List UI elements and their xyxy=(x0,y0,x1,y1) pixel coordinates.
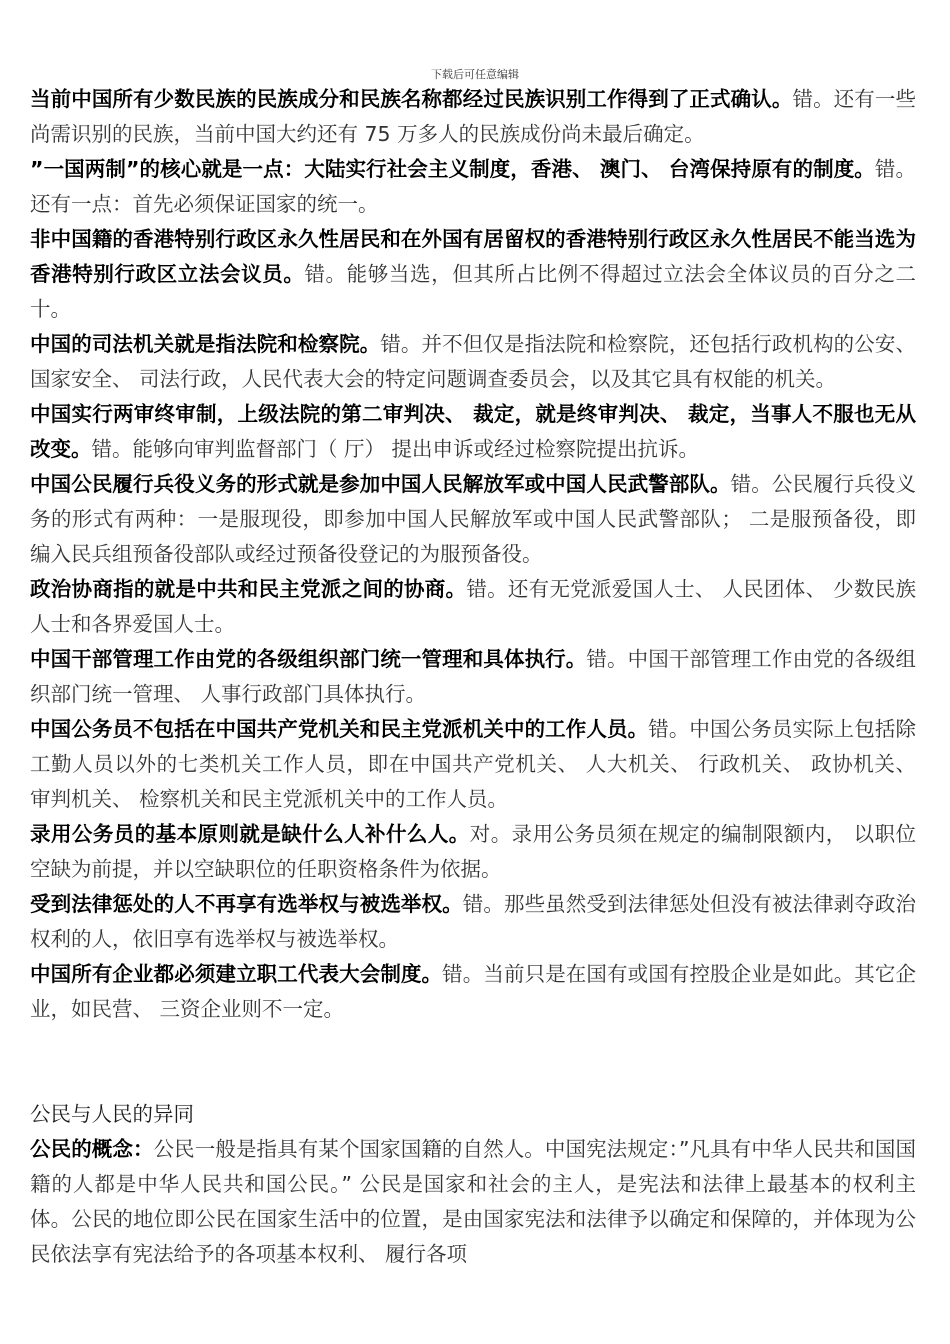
qa-item-10 xyxy=(30,817,916,887)
section-label: 公民的概念： xyxy=(30,1137,154,1161)
answer-text: 错。还有无党派爱国人士、 人民团体、 少数民族人士和各界爱国人士。 xyxy=(30,577,916,636)
answer-text: 错。当前只是在国有或国有控股企业是如此。其它企业，如民营、 三资企业则不一定。 xyxy=(30,962,917,1021)
question-text: 中国实行两审终审制，上级法院的第二审判决、 裁定，就是终审判决、 裁定，当事人不服也无从改变。 xyxy=(30,402,916,461)
answer-text: 错。中国公务员实际上包括除工勤人员以外的七类机关工作人员，即在中国共产党机关、 人大机关、 行政机关、 政协机关、 审判机关、 检察机关和民主党派机关中的工作人员。 xyxy=(30,717,917,811)
qa-item-4 xyxy=(30,327,916,397)
section-spacer xyxy=(30,1027,916,1097)
section-paragraph xyxy=(30,1132,916,1272)
question-text: 中国所有企业都必须建立职工代表大会制度。 xyxy=(30,962,443,986)
question-text: ”一国两制”的核心就是一点：大陆实行社会主义制度，香港、 澳门、 台湾保持原有的制度。 xyxy=(30,157,875,181)
qa-item-5 xyxy=(30,397,916,467)
answer-text: 错。能够当选，但其所占比例不得超过立法会全体议员的百分之二十。 xyxy=(30,262,917,321)
answer-text: 错。中国干部管理工作由党的各级组织部门统一管理、 人事行政部门具体执行。 xyxy=(30,647,917,706)
qa-item-1 xyxy=(30,82,916,152)
question-text: 中国公民履行兵役义务的形式就是参加中国人民解放军或中国人民武警部队。 xyxy=(30,472,731,496)
document-body xyxy=(30,82,916,1272)
header-note: 下载后可任意编辑 xyxy=(431,68,519,81)
answer-text: 对。录用公务员须在规定的编制限额内， 以职位空缺为前提，并以空缺职位的任职资格条件为依据。 xyxy=(30,822,917,881)
answer-text: 错。还有一些尚需识别的民族，当前中国大约还有 75 万多人的民族成份尚未最后确定。 xyxy=(30,87,917,146)
qa-item-11 xyxy=(30,887,916,957)
qa-item-8 xyxy=(30,642,916,712)
qa-item-6 xyxy=(30,467,916,572)
qa-item-7 xyxy=(30,572,916,642)
qa-item-2 xyxy=(30,152,916,222)
answer-text: 错。公民履行兵役义务的形式有两种：一是服现役，即参加中国人民解放军或中国人民武警部队； 二是服预备役，即编入民兵组预备役部队或经过预备役登记的为服预备役。 xyxy=(30,472,916,566)
question-text: 中国公务员不包括在中国共产党机关和民主党派机关中的工作人员。 xyxy=(30,717,649,741)
answer-text: 错。并不但仅是指法院和检察院，还包括行政机构的公安、 国家安全、 司法行政，人民代表大会的特定问题调查委员会，以及其它具有权能的机关。 xyxy=(30,332,917,391)
answer-text: 错。那些虽然受到法律惩处但没有被法律剥夺政治权利的人，依旧享有选举权与被选举权。 xyxy=(30,892,916,951)
question-text: 中国干部管理工作由党的各级组织部门统一管理和具体执行。 xyxy=(30,647,587,671)
question-text: 当前中国所有少数民族的民族成分和民族名称都经过民族识别工作得到了正式确认。 xyxy=(30,87,793,111)
question-text: 受到法律惩处的人不再享有选举权与被选举权。 xyxy=(30,892,463,916)
qa-item-3 xyxy=(30,222,916,327)
question-text: 政治协商指的就是中共和民主党派之间的协商。 xyxy=(30,577,467,601)
question-text: 录用公务员的基本原则就是缺什么人补什么人。 xyxy=(30,822,470,846)
qa-item-9 xyxy=(30,712,916,817)
section-title: 公民与人民的异同 xyxy=(30,1102,194,1126)
question-text: 中国的司法机关就是指法院和检察院。 xyxy=(30,332,381,356)
answer-text: 错。还有一点：首先必须保证国家的统一。 xyxy=(30,157,917,216)
answer-text: 错。能够向审判监督部门（ 厅） 提出申诉或经过检察院提出抗诉。 xyxy=(91,437,700,461)
qa-item-12 xyxy=(30,957,916,1027)
section-body: 公民一般是指具有某个国家国籍的自然人。中国宪法规定：”凡具有中华人民共和国国籍的人都是中华人民共和国公民。” 公民是国家和社会的主人，是宪法和法律上最基本的权利主体。公民的地位即公民在国家生活中的位置，是由国家宪法和法律予以确定和保障的，并体现为公民依法享有宪法给予的各项基本权利、 履行各项 xyxy=(30,1137,916,1266)
question-text: 非中国籍的香港特别行政区永久性居民和在外国有居留权的香港特别行政区永久性居民不能当选为香港特别行政区立法会议员。 xyxy=(30,227,916,286)
